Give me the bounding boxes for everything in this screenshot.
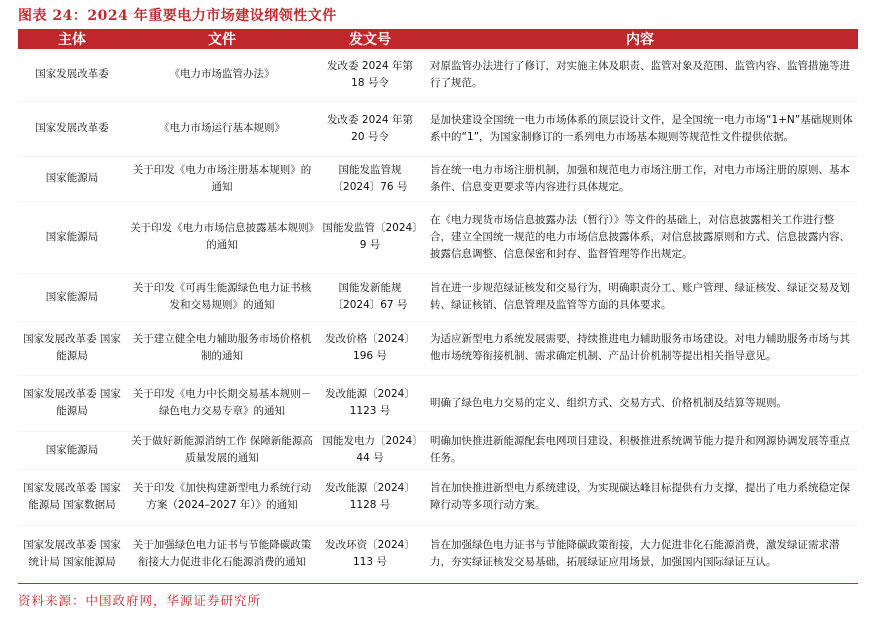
cell-document: 关于印发《加快构建新型电力系统行动方案（2024–2027 年）》的通知 [126, 469, 318, 525]
table-row [18, 273, 858, 321]
cell-document: 关于印发《电力中长期交易基本规则－绿色电力交易专章》的通知 [126, 375, 318, 431]
cell-content: 对原监管办法进行了修订，对实施主体及职责、监管对象及范围、监管内容、监管措施等进行了规范。 [422, 49, 858, 101]
cell-doc-no: 发改价格〔2024〕196 号 [318, 321, 422, 375]
cell-doc-no: 国能发电力〔2024〕44 号 [318, 431, 422, 469]
cell-subject: 国家发展改革委 国家统计局 国家能源局 [18, 525, 126, 583]
cell-document: 关于印发《可再生能源绿色电力证书核发和交易规则》的通知 [126, 273, 318, 321]
cell-content: 旨在统一电力市场注册机制，加强和规范电力市场注册工作，对电力市场注册的原则、基本条件、信息变更要求等内容进行具体规定。 [422, 156, 858, 201]
cell-doc-no: 国能发监管〔2024〕9 号 [318, 201, 422, 273]
cell-content: 旨在加快推进新型电力系统建设，为实现碳达峰目标提供有力支撑，提出了电力系统稳定保障行动等多项行动方案。 [422, 469, 858, 525]
cell-doc-no: 发改委 2024 年第 20 号令 [318, 101, 422, 156]
cell-content: 明确加快推进新能源配套电网项目建设、积极推进系统调节能力提升和网源协调发展等重点任务。 [422, 431, 858, 469]
table-row [18, 101, 858, 156]
cell-document: 《电力市场监管办法》 [126, 49, 318, 101]
table-header-row [18, 29, 858, 49]
table-row [18, 201, 858, 273]
cell-content: 是加快建设全国统一电力市场体系的顶层设计文件，是全国统一电力市场“1+N”基础规则体系中的“1”，为国家制修订的一系列电力市场基本规则等规范性文件提供依据。 [422, 101, 858, 156]
header-doc-no: 发文号 [318, 29, 422, 49]
cell-content: 在《电力现货市场信息披露办法（暂行）》等文件的基础上，对信息披露相关工作进行整合，建立全国统一规范的电力市场信息披露体系，对信息披露原则和方式、信息披露内容、披露信息调整、信息保密和封存、监督管理等作出规定。 [422, 201, 858, 273]
cell-doc-no: 发改环资〔2024〕113 号 [318, 525, 422, 583]
cell-doc-no: 国能发监管规〔2024〕76 号 [318, 156, 422, 201]
cell-subject: 国家发展改革委 国家能源局 国家数据局 [18, 469, 126, 525]
cell-content: 旨在进一步规范绿证核发和交易行为，明确职责分工、账户管理、绿证核发、绿证交易及划转、绿证核销、信息管理及监管等方面的具体要求。 [422, 273, 858, 321]
cell-subject: 国家发展改革委 国家能源局 [18, 375, 126, 431]
cell-document: 关于印发《电力市场注册基本规则》的通知 [126, 156, 318, 201]
policy-table [18, 29, 858, 584]
cell-content: 为适应新型电力系统发展需要，持续推进电力辅助服务市场建设。对电力辅助服务市场与其他市场统筹衔接机制、需求确定机制、产品计价机制等提出相关指导意见。 [422, 321, 858, 375]
cell-subject: 国家发展改革委 [18, 49, 126, 101]
header-document: 文件 [126, 29, 318, 49]
table-row [18, 469, 858, 525]
table-row [18, 321, 858, 375]
table-row [18, 49, 858, 101]
table-row [18, 156, 858, 201]
header-content: 内容 [422, 29, 858, 49]
cell-document: 关于加强绿色电力证书与节能降碳政策衔接大力促进非化石能源消费的通知 [126, 525, 318, 583]
figure-title: 图表 24：2024 年重要电力市场建设纲领性文件 [18, 8, 337, 24]
cell-document: 关于印发《电力市场信息披露基本规则》的通知 [126, 201, 318, 273]
cell-subject: 国家能源局 [18, 273, 126, 321]
cell-doc-no: 国能发新能规〔2024〕67 号 [318, 273, 422, 321]
header-subject: 主体 [18, 29, 126, 49]
cell-document: 关于做好新能源消纳工作 保障新能源高质量发展的通知 [126, 431, 318, 469]
table-row [18, 431, 858, 469]
cell-subject: 国家能源局 [18, 156, 126, 201]
cell-content: 旨在加强绿色电力证书与节能降碳政策衔接，大力促进非化石能源消费，激发绿证需求潜力，夯实绿证核发交易基础，拓展绿证应用场景，加强国内国际绿证互认。 [422, 525, 858, 583]
cell-doc-no: 发改能源〔2024〕1128 号 [318, 469, 422, 525]
table-row [18, 375, 858, 431]
cell-document: 《电力市场运行基本规则》 [126, 101, 318, 156]
cell-document: 关于建立健全电力辅助服务市场价格机制的通知 [126, 321, 318, 375]
cell-subject: 国家能源局 [18, 431, 126, 469]
cell-subject: 国家能源局 [18, 201, 126, 273]
cell-doc-no: 发改委 2024 年第 18 号令 [318, 49, 422, 101]
cell-subject: 国家发展改革委 国家能源局 [18, 321, 126, 375]
cell-doc-no: 发改能源〔2024〕1123 号 [318, 375, 422, 431]
cell-content: 明确了绿色电力交易的定义、组织方式、交易方式、价格机制及结算等规则。 [422, 375, 858, 431]
source-note: 资料来源：中国政府网，华源证券研究所 [18, 593, 262, 608]
cell-subject: 国家发展改革委 [18, 101, 126, 156]
table-row [18, 525, 858, 583]
